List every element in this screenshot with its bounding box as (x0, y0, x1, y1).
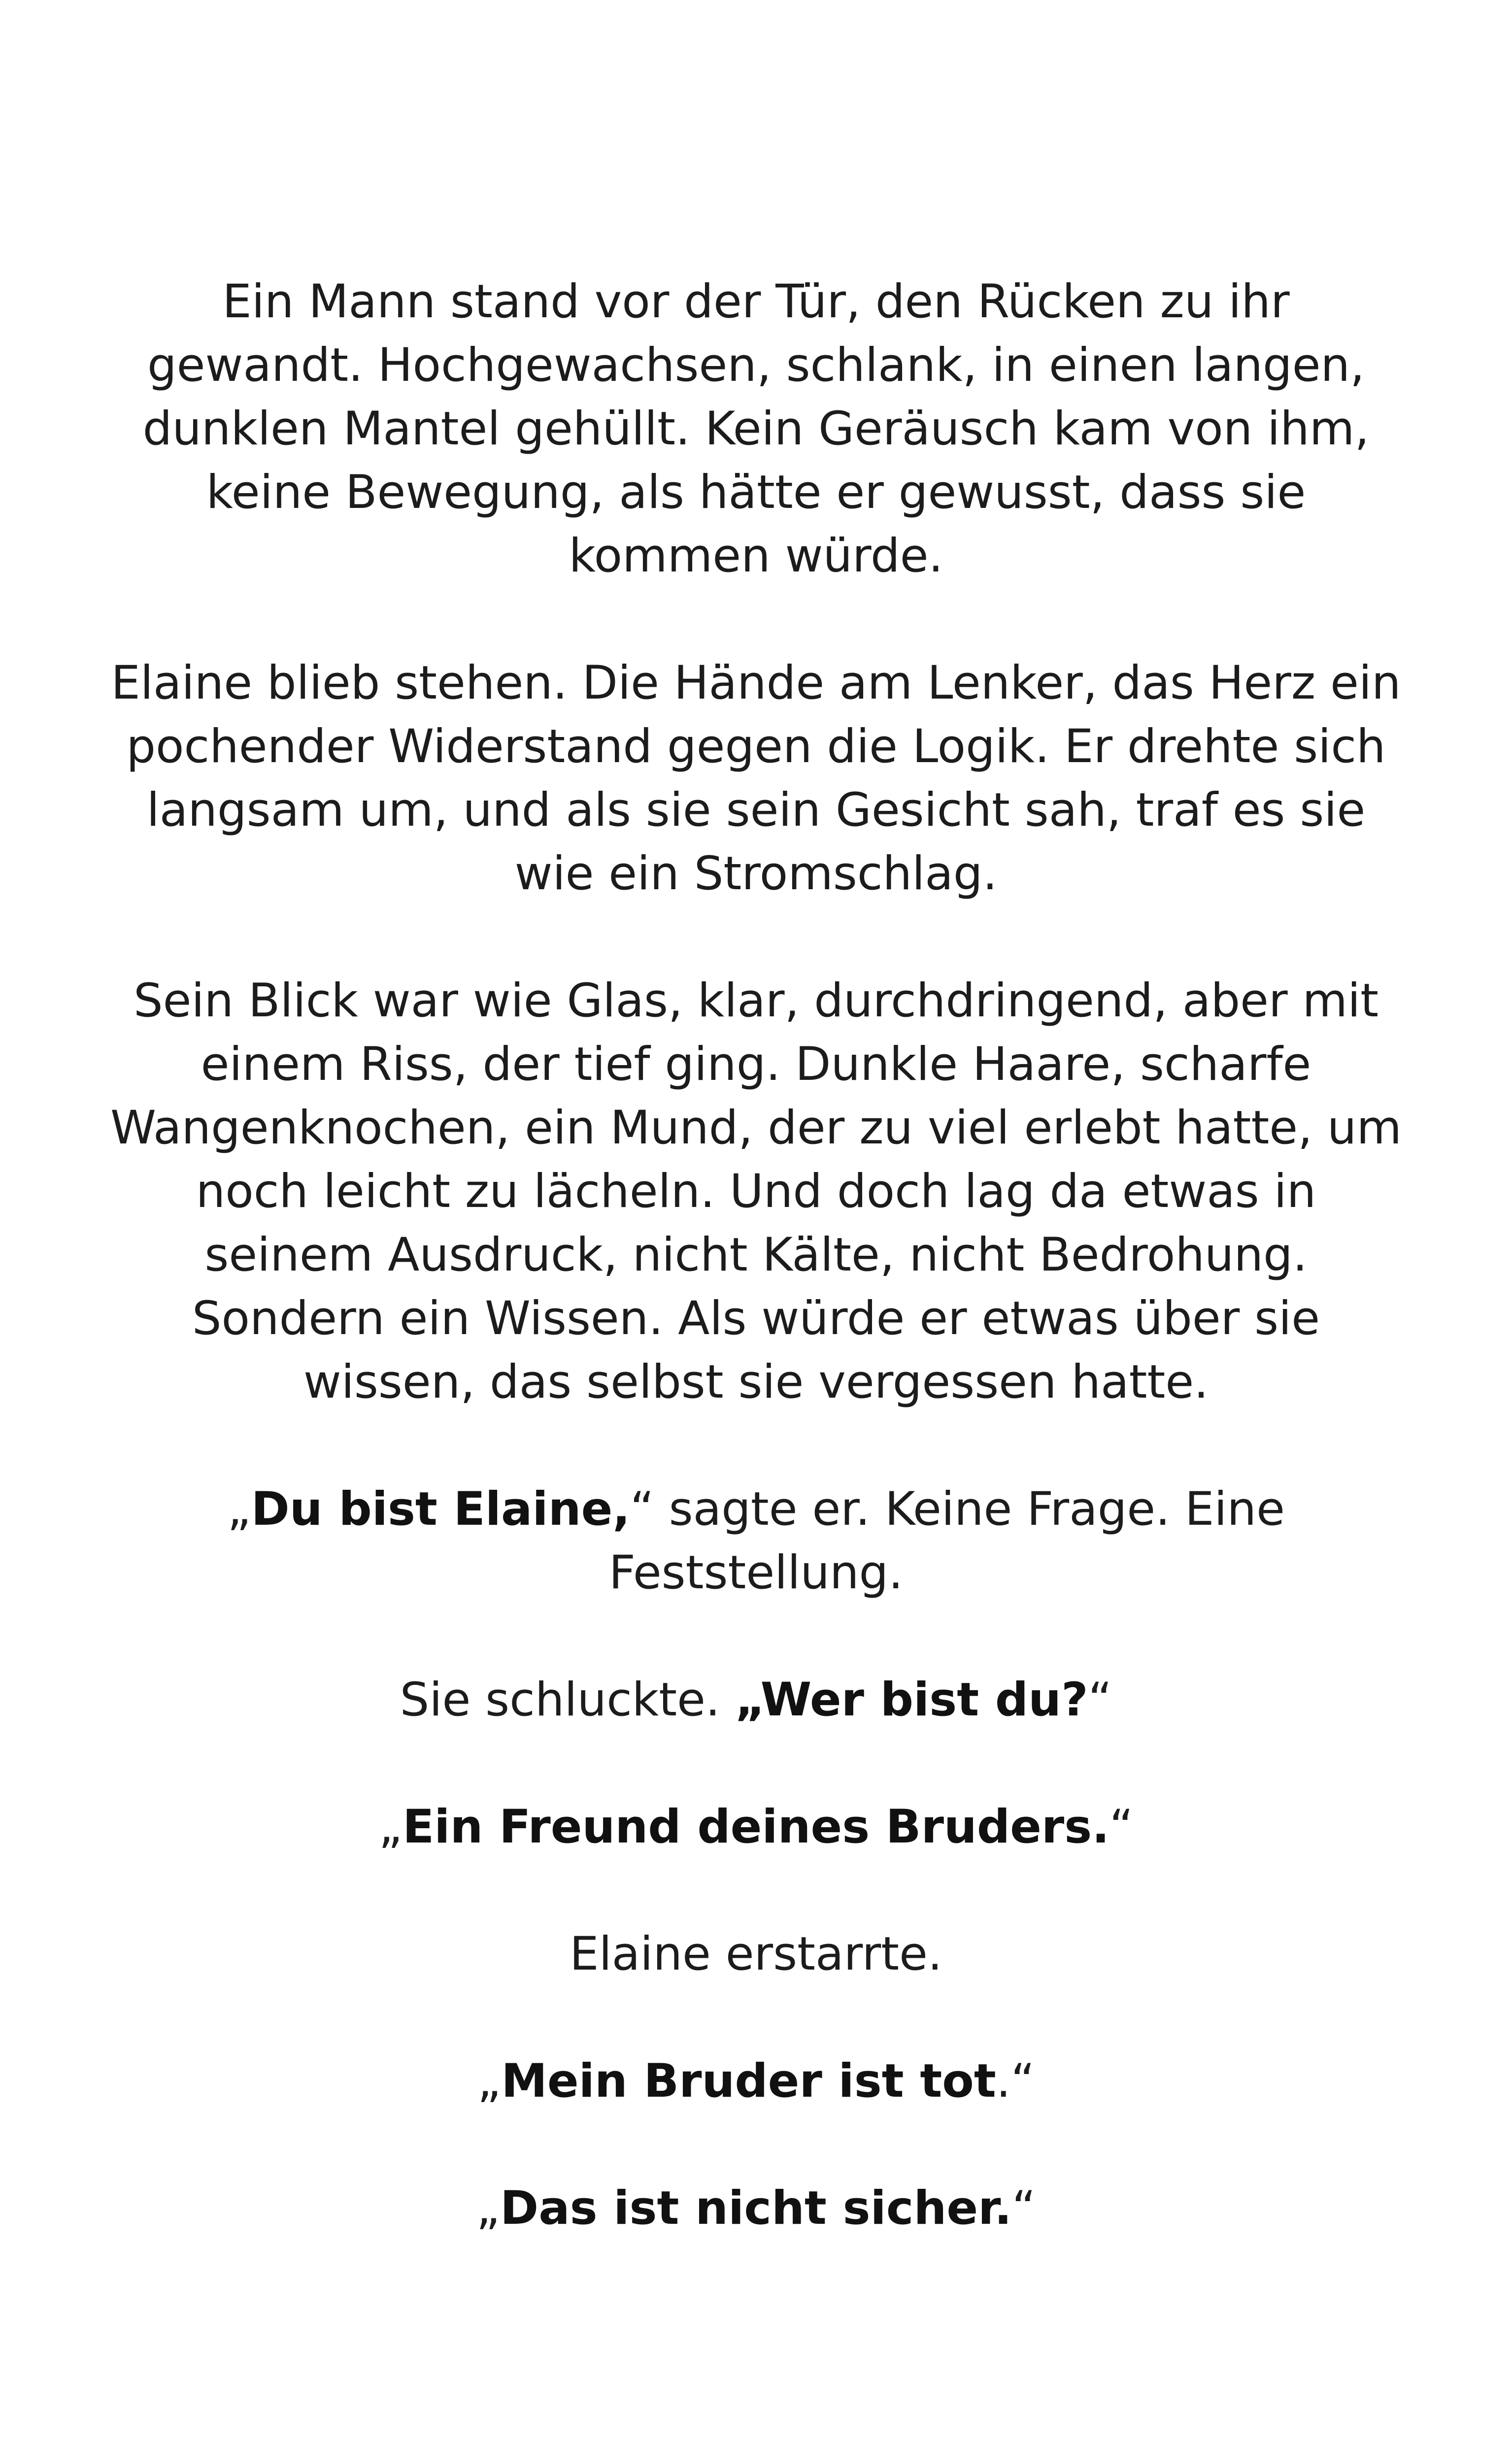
narration-text: Elaine erstarrte. (570, 1927, 942, 1981)
paragraph-text: Sein Blick war wie Glas, klar, durchdringend, aber mit einem Riss, der tief ging. Dunkle Haare, scharfe Wangenknochen, ein Mund, der zu viel erlebt hatte, um noch leicht zu lächeln. Und doch lag da etwas in seinem Ausdruck, nicht Kälte, nicht Bedrohung. Sondern ein Wissen. Als würde er etwas über sie wissen, das selbst sie vergessen hatte. (110, 974, 1402, 1409)
narration-text: Sie schluckte. (400, 1673, 735, 1727)
quote-mark: “ (1088, 1673, 1112, 1727)
quote-mark: „ (227, 1482, 251, 1536)
dialogue-line-4 (108, 2049, 1404, 2113)
quote-mark: .“ (996, 2054, 1035, 2108)
dialogue-bold: „Wer bist du? (735, 1673, 1088, 1727)
dialogue-bold: Mein Bruder ist tot (501, 2054, 996, 2108)
dialogue-bold: Du bist Elaine, (251, 1482, 631, 1536)
quote-mark: „ (476, 2181, 501, 2235)
story-text (108, 270, 1404, 2240)
paragraph-1 (108, 270, 1404, 588)
paragraph-text: Ein Mann stand vor der Tür, den Rücken zu ihr gewandt. Hochgewachsen, schlank, in einen langen, dunklen Mantel gehüllt. Kein Geräusch kam von ihm, keine Bewegung, als hätte er gewusst, dass sie kommen würde. (142, 275, 1370, 583)
narration-text: “ sagte er. Keine Frage. Eine Feststellung. (608, 1482, 1285, 1600)
dialogue-line-3 (108, 1795, 1404, 1859)
quote-mark: „ (477, 2054, 502, 2108)
narration-line (108, 1922, 1404, 1986)
paragraph-3 (108, 969, 1404, 1414)
quote-mark: „ (378, 1800, 403, 1854)
dialogue-line-1 (108, 1477, 1404, 1605)
dialogue-line-2 (108, 1668, 1404, 1732)
paragraph-text: Elaine blieb stehen. Die Hände am Lenker, das Herz ein pochender Widerstand gegen die Logik. Er drehte sich langsam um, und als sie sein Gesicht sah, traf es sie wie ein Stromschlag. (111, 656, 1401, 901)
dialogue-bold: Ein Freund deines Bruders. (403, 1800, 1109, 1854)
quote-mark: “ (1011, 2181, 1036, 2235)
paragraph-2 (108, 651, 1404, 905)
dialogue-line-5 (108, 2177, 1404, 2240)
dialogue-bold: Das ist nicht sicher. (500, 2181, 1012, 2235)
quote-mark: “ (1109, 1800, 1134, 1854)
